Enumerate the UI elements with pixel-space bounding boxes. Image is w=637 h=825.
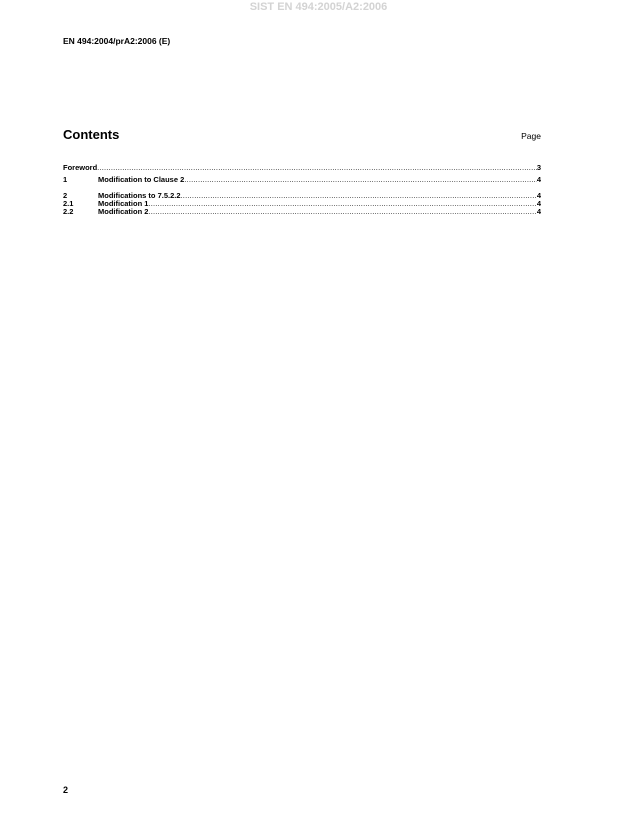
toc-entry-clause-2[interactable]: [63, 192, 541, 200]
toc-entry-page: 3: [536, 164, 541, 172]
table-of-contents: [63, 164, 541, 216]
toc-entry-clause-1[interactable]: [63, 176, 541, 184]
toc-entry-title: Modification 1: [98, 200, 149, 208]
toc-leader-dots: [181, 192, 537, 200]
toc-entry-page: 4: [536, 176, 541, 184]
toc-entry-title: Modification 2: [98, 208, 149, 216]
toc-entry-page: 4: [536, 208, 541, 216]
toc-entry-number: 2.2: [63, 208, 74, 216]
toc-entry-clause-2-2[interactable]: [63, 208, 541, 216]
toc-leader-dots: [97, 164, 537, 172]
toc-leader-dots: [148, 200, 536, 208]
toc-entry-number: 2.1: [63, 200, 74, 208]
toc-leader-dots: [148, 208, 536, 216]
toc-entry-page: 4: [536, 200, 541, 208]
toc-entry-number: 1: [63, 176, 68, 184]
document-id: EN 494:2004/prA2:2006 (E): [63, 36, 171, 46]
toc-entry-foreword[interactable]: [63, 164, 541, 172]
toc-entry-clause-2-1[interactable]: [63, 200, 541, 208]
page-column-label: Page: [521, 131, 541, 141]
toc-entry-title: Foreword: [63, 164, 98, 172]
contents-title: Contents: [63, 127, 120, 142]
toc-entry-title: Modifications to 7.5.2.2: [98, 192, 181, 200]
page-number: 2: [63, 785, 69, 795]
toc-entry-title: Modification to Clause 2: [98, 176, 185, 184]
toc-entry-number: 2: [63, 192, 68, 200]
watermark: SIST EN 494:2005/A2:2006: [249, 1, 388, 13]
toc-entry-page: 4: [536, 192, 541, 200]
toc-leader-dots: [184, 176, 537, 184]
